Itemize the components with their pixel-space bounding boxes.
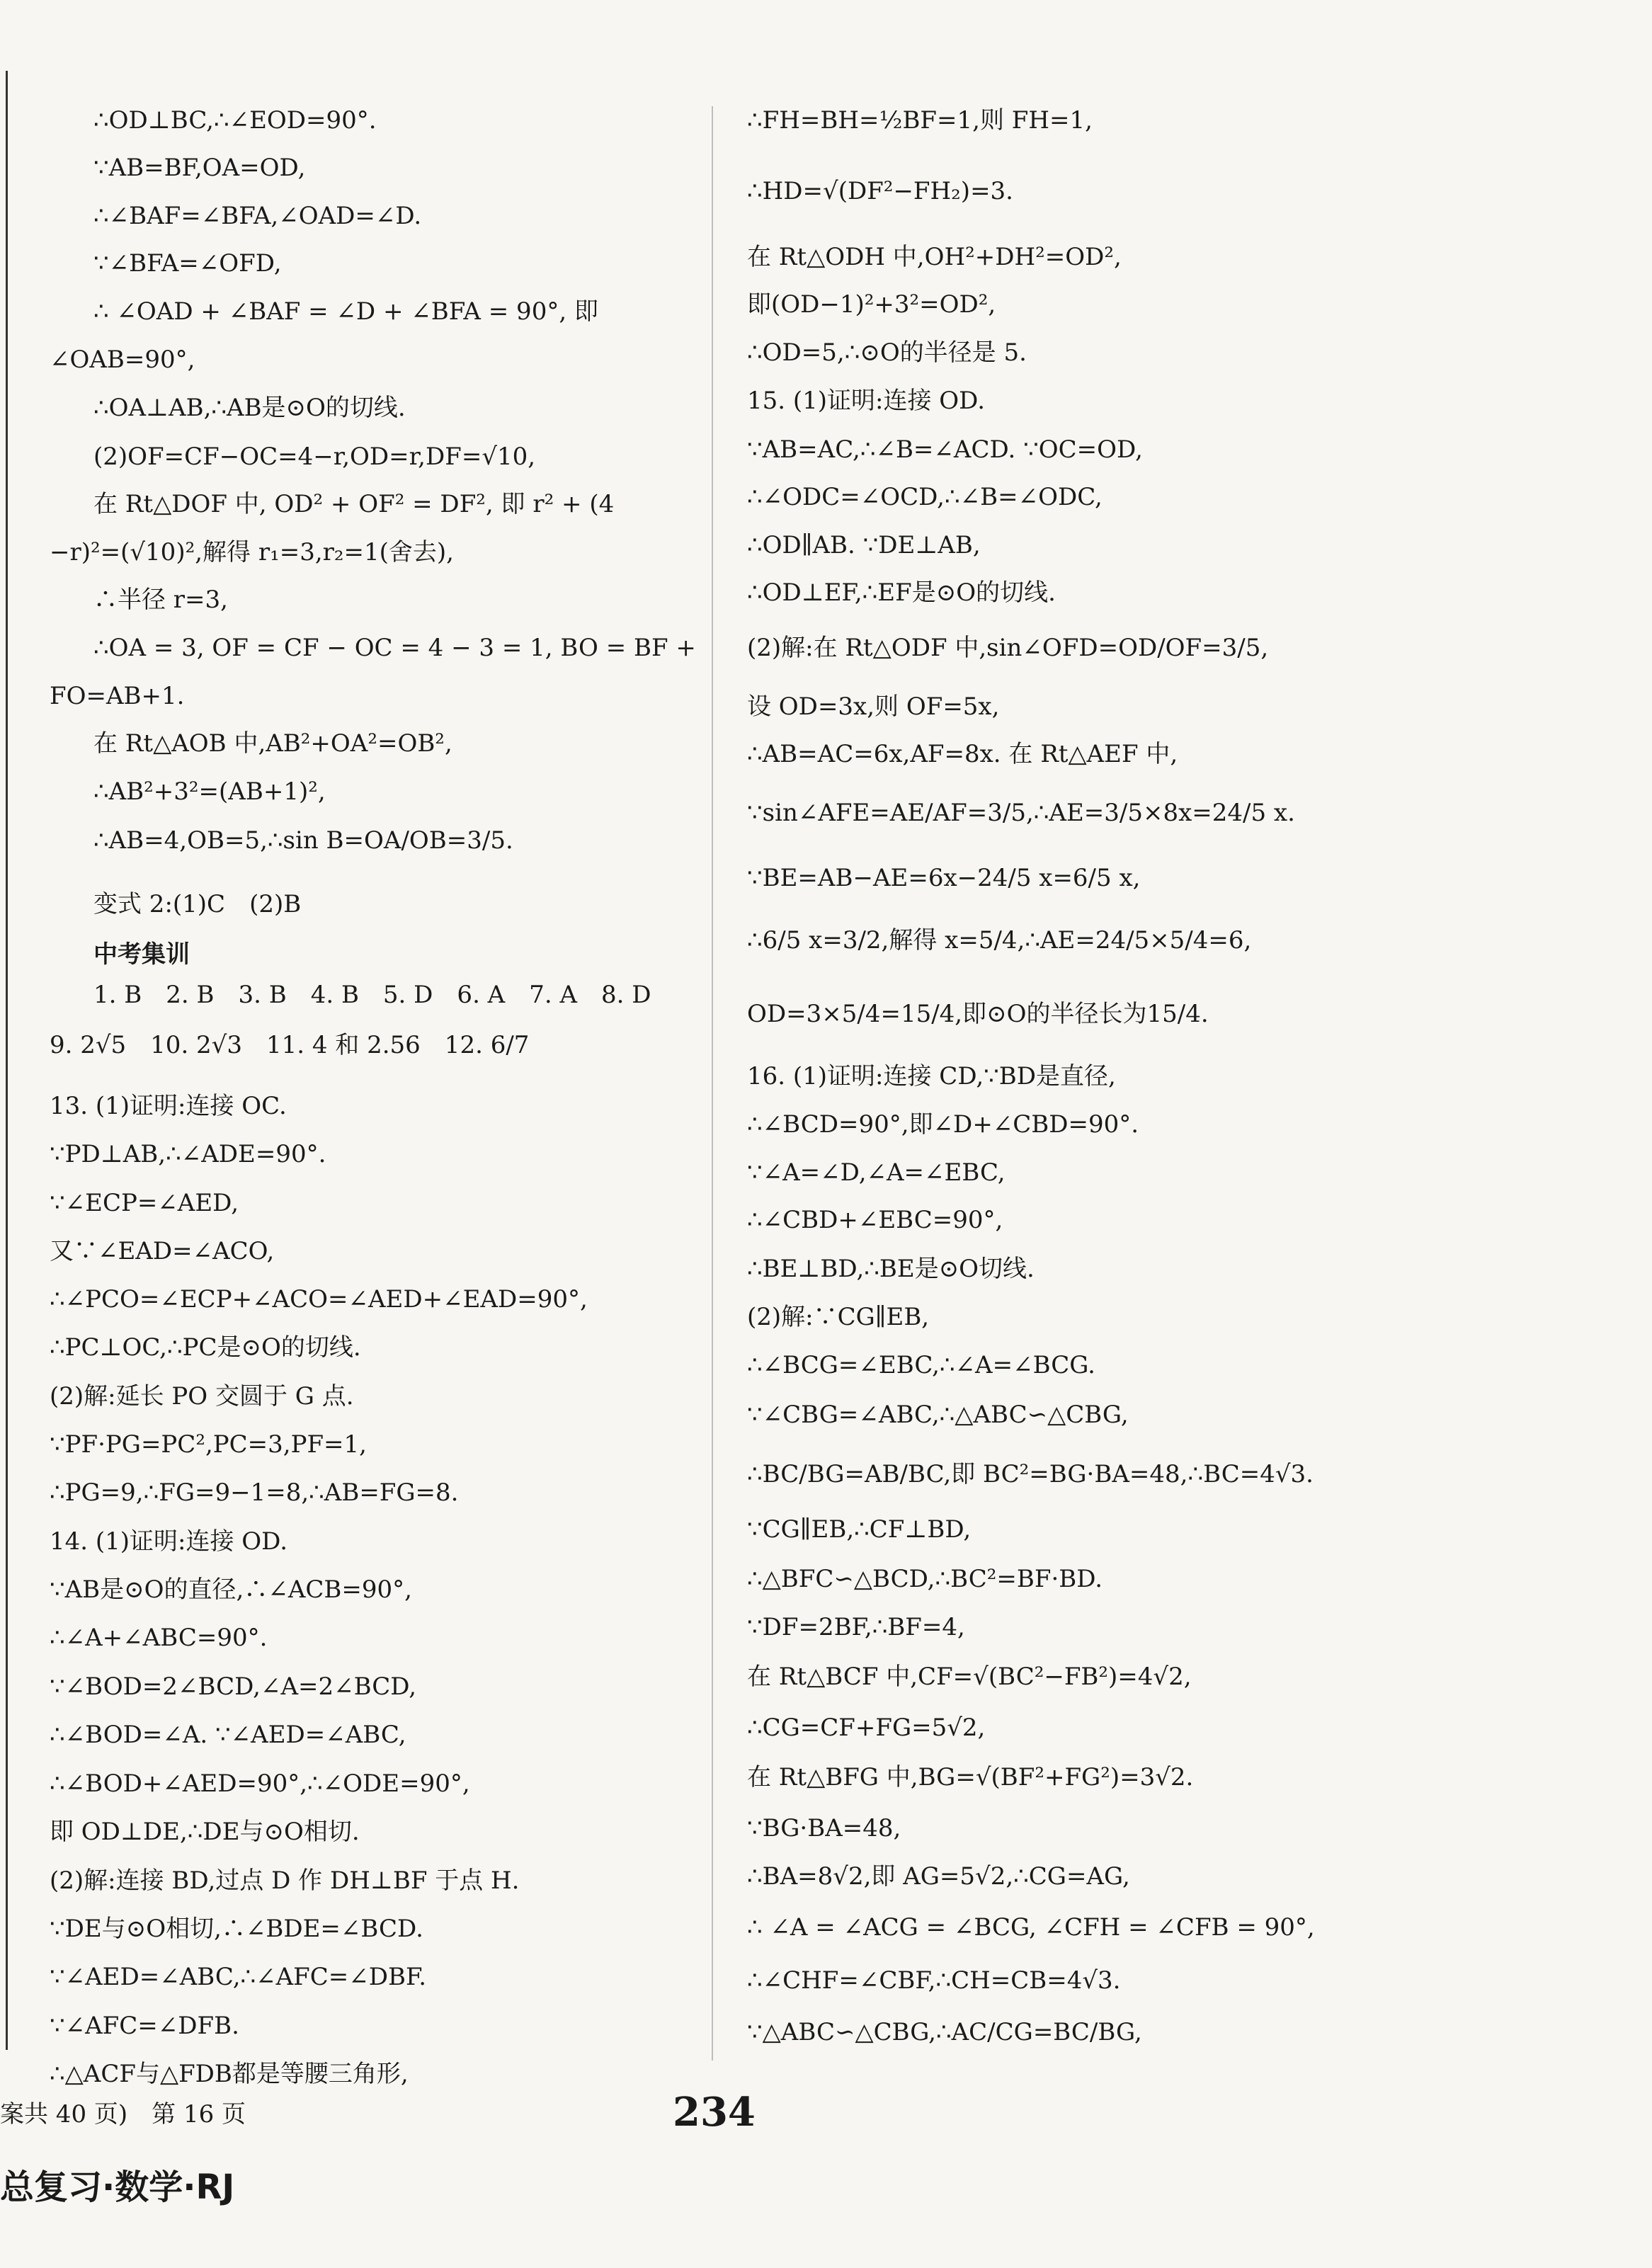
text-line: (2)OF=CF−OC=4−r,OD=r,DF=√10, xyxy=(93,443,536,471)
text-line: ∵∠A=∠D,∠A=∠EBC, xyxy=(747,1158,1006,1187)
text-line: ∵PD⊥AB,∴∠ADE=90°. xyxy=(50,1140,326,1168)
book-series-title: 总复习·数学·RJ xyxy=(0,2167,235,2207)
text-line: (2)解:在 Rt△ODF 中,sin∠OFD=OD/OF=3/5, xyxy=(747,634,1269,662)
text-line: ∴∠BCG=∠EBC,∴∠A=∠BCG. xyxy=(747,1351,1095,1379)
text-line: ∵△ABC∽△CBG,∴AC/CG=BC/BG, xyxy=(747,2018,1142,2046)
text-line: ∴OD∥AB. ∵DE⊥AB, xyxy=(747,531,981,559)
footer-page-info: 案共 40 页) 第 16 页 xyxy=(0,2100,246,2129)
text-line: −r)²=(√10)²,解得 r₁=3,r₂=1(舍去), xyxy=(50,538,454,566)
text-line: ∴半径 r=3, xyxy=(93,586,228,614)
text-line: 在 Rt△BFG 中,BG=√(BF²+FG²)=3√2. xyxy=(747,1763,1194,1791)
text-line: 9. 2√5 10. 2√3 11. 4 和 2.56 12. 6/7 xyxy=(50,1031,530,1059)
text-line: ∴BC/BG=AB/BC,即 BC²=BG·BA=48,∴BC=4√3. xyxy=(747,1460,1314,1488)
text-line: 13. (1)证明:连接 OC. xyxy=(50,1092,287,1120)
text-line: 在 Rt△BCF 中,CF=√(BC²−FB²)=4√2, xyxy=(747,1663,1192,1691)
text-line: ∴OD=5,∴⊙O的半径是 5. xyxy=(747,338,1027,367)
text-line: ∵∠BFA=∠OFD, xyxy=(93,249,282,278)
text-line: ∵PF·PG=PC²,PC=3,PF=1, xyxy=(50,1430,367,1459)
text-line: FO=AB+1. xyxy=(50,682,185,710)
text-line: ∴△BFC∽△BCD,∴BC²=BF·BD. xyxy=(747,1565,1103,1593)
text-line: ∴6/5 x=3/2,解得 x=5/4,∴AE=24/5×5/4=6, xyxy=(747,926,1252,955)
text-line: ∵CG∥EB,∴CF⊥BD, xyxy=(747,1515,972,1544)
text-line: 又∵∠EAD=∠ACO, xyxy=(50,1237,275,1265)
text-line: ∴AB=4,OB=5,∴sin B=OA/OB=3/5. xyxy=(93,826,513,855)
text-line: OD=3×5/4=15/4,即⊙O的半径长为15/4. xyxy=(747,1000,1209,1028)
text-line: 1. B 2. B 3. B 4. B 5. D 6. A 7. A 8. D xyxy=(93,981,651,1009)
text-line: 变式 2:(1)C (2)B xyxy=(93,890,302,918)
text-line: ∵∠AED=∠ABC,∴∠AFC=∠DBF. xyxy=(50,1963,427,1991)
text-line: ∴∠A+∠ABC=90°. xyxy=(50,1624,268,1652)
text-line: ∵∠ECP=∠AED, xyxy=(50,1189,239,1217)
text-line: ∴∠PCO=∠ECP+∠ACO=∠AED+∠EAD=90°, xyxy=(50,1285,588,1313)
section-heading: 中考集训 xyxy=(93,940,190,969)
text-line: 在 Rt△DOF 中, OD² + OF² = DF², 即 r² + (4 xyxy=(93,490,615,518)
text-line: ∵∠BOD=2∠BCD,∠A=2∠BCD, xyxy=(50,1672,417,1701)
text-line: ∵BE=AB−AE=6x−24/5 x=6/5 x, xyxy=(747,864,1141,892)
text-line: ∵∠AFC=∠DFB. xyxy=(50,2012,239,2040)
text-line: 即(OD−1)²+3²=OD², xyxy=(747,290,996,319)
text-line: 16. (1)证明:连接 CD,∵BD是直径, xyxy=(747,1062,1116,1090)
text-line: ∴∠BOD=∠A. ∵∠AED=∠ABC, xyxy=(50,1721,406,1749)
text-line: ∴OA⊥AB,∴AB是⊙O的切线. xyxy=(93,394,406,422)
text-line: 设 OD=3x,则 OF=5x, xyxy=(747,693,1000,721)
text-line: ∴FH=BH=½BF=1,则 FH=1, xyxy=(747,106,1093,135)
text-line: ∴OA = 3, OF = CF − OC = 4 − 3 = 1, BO = BF + xyxy=(93,634,696,662)
text-line: ∴∠CHF=∠CBF,∴CH=CB=4√3. xyxy=(747,1966,1121,1995)
text-line: 在 Rt△ODH 中,OH²+DH²=OD², xyxy=(747,243,1122,271)
column-divider xyxy=(712,106,713,2061)
page-number: 234 xyxy=(673,2089,756,2136)
text-line: ∵BG·BA=48, xyxy=(747,1814,901,1842)
text-line: ∴△ACF与△FDB都是等腰三角形, xyxy=(50,2060,409,2088)
text-line: 即 OD⊥DE,∴DE与⊙O相切. xyxy=(50,1818,360,1846)
text-line: ∵AB=BF,OA=OD, xyxy=(93,154,306,182)
text-line: ∴HD=√(DF²−FH₂)=3. xyxy=(747,177,1013,205)
text-line: ∴ ∠A = ∠ACG = ∠BCG, ∠CFH = ∠CFB = 90°, xyxy=(747,1913,1315,1942)
text-line: (2)解:延长 PO 交圆于 G 点. xyxy=(50,1382,354,1411)
text-line: (2)解:连接 BD,过点 D 作 DH⊥BF 于点 H. xyxy=(50,1867,520,1895)
text-line: ∵∠CBG=∠ABC,∴△ABC∽△CBG, xyxy=(747,1401,1129,1429)
text-line: ∴∠BOD+∠AED=90°,∴∠ODE=90°, xyxy=(50,1770,470,1798)
text-line: ∴∠CBD+∠EBC=90°, xyxy=(747,1206,1003,1234)
text-line: ∠OAB=90°, xyxy=(50,346,195,374)
text-line: 15. (1)证明:连接 OD. xyxy=(747,387,986,415)
text-line: ∴PG=9,∴FG=9−1=8,∴AB=FG=8. xyxy=(50,1478,459,1507)
text-line: 14. (1)证明:连接 OD. xyxy=(50,1527,288,1556)
text-line: 在 Rt△AOB 中,AB²+OA²=OB², xyxy=(93,729,452,758)
left-margin-rule xyxy=(6,71,8,2050)
text-line: ∵DE与⊙O相切,∴∠BDE=∠BCD. xyxy=(50,1915,423,1943)
text-line: ∴AB=AC=6x,AF=8x. 在 Rt△AEF 中, xyxy=(747,740,1178,768)
text-line: ∴BE⊥BD,∴BE是⊙O切线. xyxy=(747,1255,1035,1283)
text-line: ∴∠BAF=∠BFA,∠OAD=∠D. xyxy=(93,202,422,230)
text-line: ∴CG=CF+FG=5√2, xyxy=(747,1714,986,1742)
text-line: (2)解:∵CG∥EB, xyxy=(747,1303,930,1331)
text-line: ∵DF=2BF,∴BF=4, xyxy=(747,1613,965,1641)
text-line: ∴∠BCD=90°,即∠D+∠CBD=90°. xyxy=(747,1110,1139,1139)
text-line: ∴OD⊥EF,∴EF是⊙O的切线. xyxy=(747,579,1056,607)
text-line: ∵AB是⊙O的直径,∴∠ACB=90°, xyxy=(50,1575,412,1604)
text-line: ∴ ∠OAD + ∠BAF = ∠D + ∠BFA = 90°, 即 xyxy=(93,297,598,326)
text-line: ∴BA=8√2,即 AG=5√2,∴CG=AG, xyxy=(747,1862,1130,1891)
text-line: ∴OD⊥BC,∴∠EOD=90°. xyxy=(93,106,377,135)
text-line: ∴∠ODC=∠OCD,∴∠B=∠ODC, xyxy=(747,483,1103,511)
text-line: ∴AB²+3²=(AB+1)², xyxy=(93,777,326,806)
text-line: ∵sin∠AFE=AE/AF=3/5,∴AE=3/5×8x=24/5 x. xyxy=(747,799,1295,827)
text-line: ∵AB=AC,∴∠B=∠ACD. ∵OC=OD, xyxy=(747,435,1143,464)
text-line: ∴PC⊥OC,∴PC是⊙O的切线. xyxy=(50,1333,361,1362)
